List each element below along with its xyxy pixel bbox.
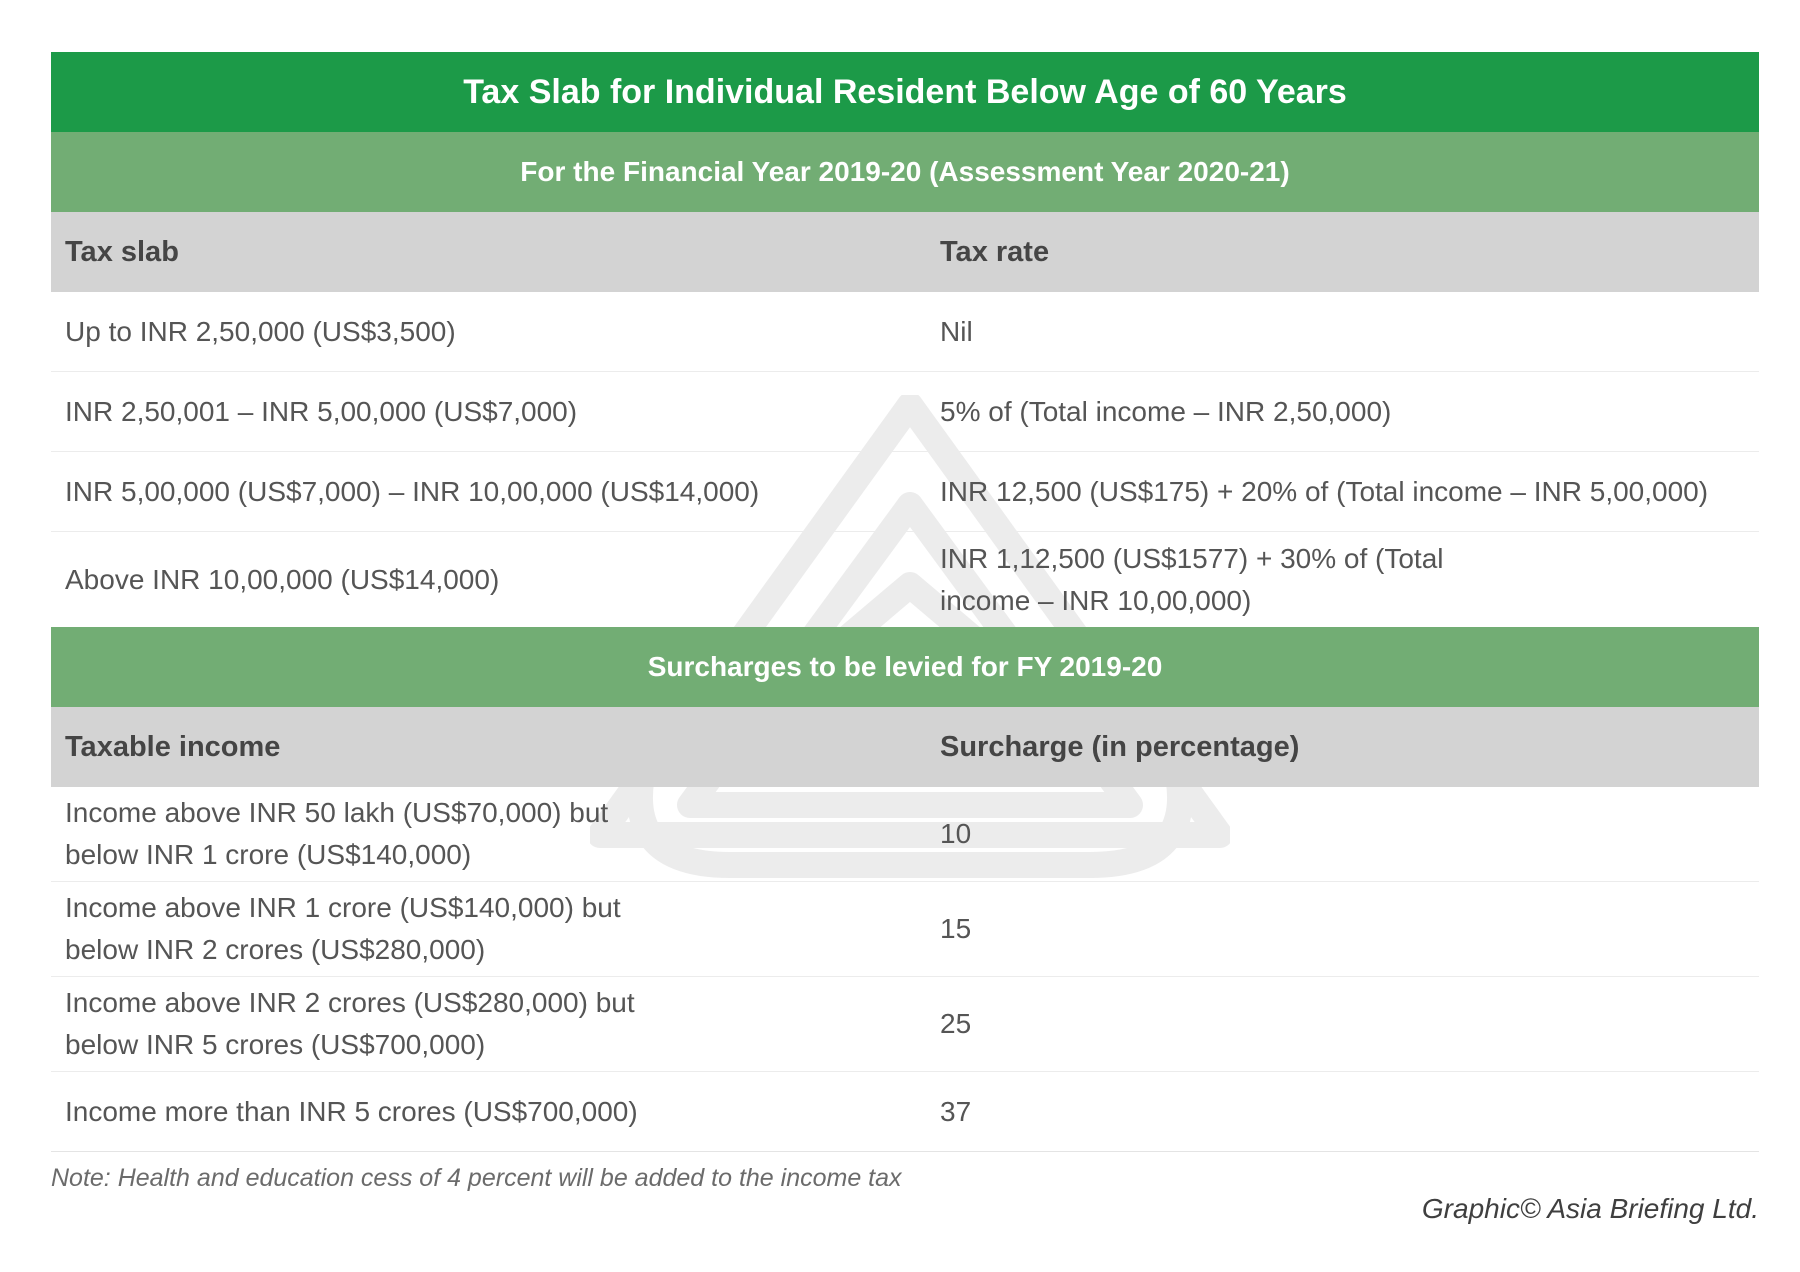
- income-cell: [51, 887, 940, 971]
- income-line: below INR 1 crore (US$140,000): [65, 839, 472, 870]
- income-cell: [51, 792, 940, 876]
- rate-line: INR 1,12,500 (US$1577) + 30% of (Total: [940, 542, 1444, 574]
- income-line: below INR 5 crores (US$700,000): [65, 1029, 486, 1060]
- income-cell: [51, 982, 940, 1066]
- slab-header-row: [51, 212, 1759, 292]
- table-row: [51, 292, 1759, 372]
- header-tax-rate: Tax rate: [940, 236, 1050, 268]
- income-cell: Income more than INR 5 crores (US$700,000): [65, 1095, 638, 1127]
- table-row: [51, 787, 1759, 882]
- rate-cell: Nil: [940, 315, 973, 347]
- tax-table: [51, 52, 1759, 1193]
- table-row: [51, 372, 1759, 452]
- surcharge-cell: 10: [940, 818, 972, 849]
- table-row: [51, 532, 1759, 627]
- income-line: Income above INR 1 crore (US$140,000) but: [65, 892, 621, 923]
- header-taxable-income: Taxable income: [65, 731, 281, 763]
- rate-cell: [940, 538, 1759, 622]
- rate-cell: INR 12,500 (US$175) + 20% of (Total income – INR 5,00,000): [940, 475, 1709, 507]
- income-line: Income above INR 2 crores (US$280,000) but: [65, 987, 635, 1018]
- surcharge-header-row: [51, 707, 1759, 787]
- rate-line: income – INR 10,00,000): [940, 584, 1252, 616]
- surcharge-cell: 15: [940, 913, 972, 944]
- footnote: Note: Health and education cess of 4 percent will be added to the income tax: [51, 1164, 902, 1192]
- table-row: [51, 977, 1759, 1072]
- rate-cell: 5% of (Total income – INR 2,50,000): [940, 395, 1392, 427]
- header-surcharge: Surcharge (in percentage): [940, 731, 1300, 763]
- surcharge-title: Surcharges to be levied for FY 2019-20: [51, 627, 1759, 707]
- income-line: Income above INR 50 lakh (US$70,000) but: [65, 797, 609, 828]
- table-row: [51, 1072, 1759, 1152]
- surcharge-cell: 25: [940, 1008, 972, 1039]
- slab-cell: Above INR 10,00,000 (US$14,000): [65, 563, 500, 595]
- graphic-credit: Graphic© Asia Briefing Ltd.: [1421, 1193, 1759, 1224]
- slab-cell: Up to INR 2,50,000 (US$3,500): [65, 315, 456, 347]
- income-line: below INR 2 crores (US$280,000): [65, 934, 486, 965]
- surcharge-cell: 37: [940, 1095, 972, 1127]
- financial-year-subtitle: For the Financial Year 2019-20 (Assessment Year 2020-21): [51, 132, 1759, 212]
- table-row: [51, 882, 1759, 977]
- table-title: Tax Slab for Individual Resident Below Age of 60 Years: [51, 52, 1759, 132]
- table-row: [51, 452, 1759, 532]
- slab-cell: INR 2,50,001 – INR 5,00,000 (US$7,000): [65, 395, 578, 427]
- slab-cell: INR 5,00,000 (US$7,000) – INR 10,00,000 (US$14,000): [65, 475, 760, 507]
- header-tax-slab: Tax slab: [65, 236, 179, 268]
